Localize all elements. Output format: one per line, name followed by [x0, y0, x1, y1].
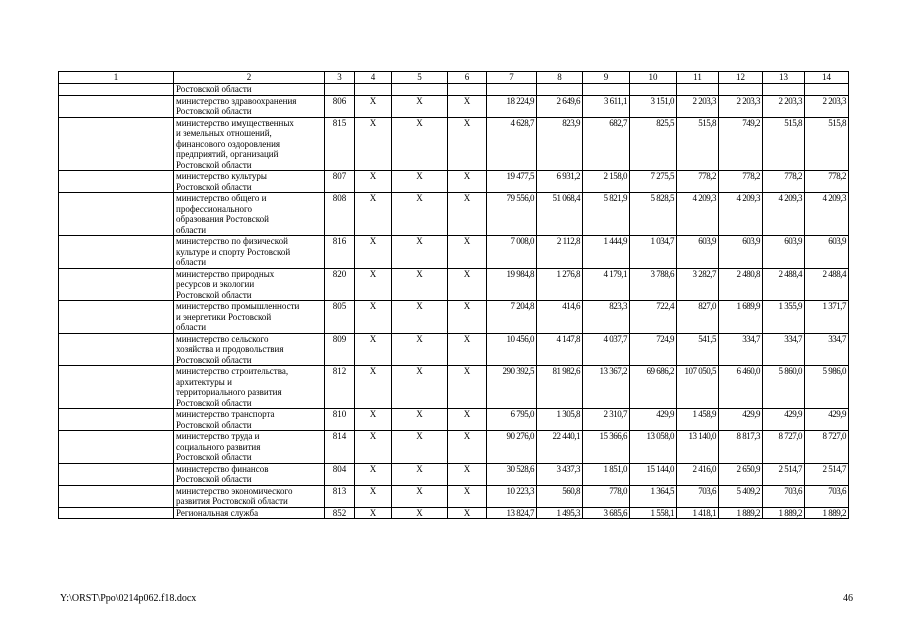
amount-cell: 1 458,9 [677, 409, 719, 431]
amount-cell: 1 305,8 [537, 409, 583, 431]
mark-cell: X [392, 507, 448, 519]
ministry-name-line: министерство труда и [176, 431, 260, 441]
ministry-name-cell [174, 301, 325, 334]
amount-cell: 778,2 [805, 171, 849, 193]
amount-cell: 69 686,2 [630, 366, 677, 409]
table-row [59, 236, 849, 269]
amount-cell: 703,6 [763, 485, 805, 507]
mark-cell: X [448, 485, 487, 507]
col-header: 4 [355, 72, 392, 84]
ministry-name-line: и энергетики Ростовской [176, 311, 272, 322]
amount-cell: 81 982,6 [537, 366, 583, 409]
header-row [59, 72, 849, 84]
amount-cell: 1 558,1 [630, 507, 677, 519]
mark-cell: X [392, 117, 448, 171]
ministry-name-cell [174, 485, 325, 507]
table-row [59, 409, 849, 431]
amount-cell: 2 416,0 [677, 463, 719, 485]
budget-table [58, 71, 849, 519]
code-cell: 812 [325, 366, 355, 409]
ministry-name-line: и земельных отношений, [176, 128, 272, 138]
mark-cell: X [392, 268, 448, 301]
table-row [59, 95, 849, 117]
ministry-name-line: Ростовской области [176, 419, 252, 430]
table-row [59, 333, 849, 366]
amount-cell: 603,9 [677, 236, 719, 269]
code-cell: 810 [325, 409, 355, 431]
ministry-name-cell [174, 84, 325, 96]
code-cell: 805 [325, 301, 355, 334]
table-row [59, 117, 849, 171]
table-row [59, 463, 849, 485]
amount-cell: 79 556,0 [487, 193, 537, 236]
blank-cell [59, 409, 174, 431]
mark-cell: X [448, 507, 487, 519]
mark-cell: X [392, 333, 448, 366]
amount-cell: 724,9 [630, 333, 677, 366]
mark-cell: X [355, 301, 392, 334]
mark-cell: X [392, 366, 448, 409]
amount-cell: 2 203,3 [677, 95, 719, 117]
mark-cell: X [392, 431, 448, 464]
amount-cell: 823,9 [537, 117, 583, 171]
mark-cell: X [448, 95, 487, 117]
ministry-name-line: Ростовской области [176, 289, 252, 300]
ministry-name-line: министерство сельского [176, 333, 269, 344]
amount-cell: 541,5 [677, 333, 719, 366]
code-cell: 809 [325, 333, 355, 366]
col-header: 1 [59, 72, 174, 84]
amount-cell: 15 144,0 [630, 463, 677, 485]
amount-cell: 3 151,0 [630, 95, 677, 117]
amount-cell: 90 276,0 [487, 431, 537, 464]
col-header: 9 [583, 72, 630, 84]
amount-cell: 778,2 [763, 171, 805, 193]
mark-cell: X [448, 171, 487, 193]
amount-cell: 3 685,6 [583, 507, 630, 519]
amount-cell: 4 179,1 [583, 268, 630, 301]
amount-cell: 6 460,0 [719, 366, 763, 409]
amount-cell: 107 050,5 [677, 366, 719, 409]
amount-cell: 3 282,7 [677, 268, 719, 301]
amount-cell: 15 366,6 [583, 431, 630, 464]
amount-cell: 778,0 [583, 485, 630, 507]
col-header: 8 [537, 72, 583, 84]
amount-cell: 10 223,3 [487, 485, 537, 507]
mark-cell: X [448, 431, 487, 464]
footer-file-path: Y:\ORST\Ppo\0214p062.f18.docx [60, 593, 197, 604]
ministry-name-line: министерство строительства, [176, 366, 289, 376]
amount-cell: 7 008,0 [487, 236, 537, 269]
mark-cell: X [448, 268, 487, 301]
ministry-name-line: Ростовской области [176, 474, 252, 484]
mark-cell: X [355, 236, 392, 269]
amount-cell: 3 437,3 [537, 463, 583, 485]
amount-cell: 1 889,2 [719, 507, 763, 519]
amount-cell: 334,7 [763, 333, 805, 366]
amount-cell: 1 364,5 [630, 485, 677, 507]
code-cell: 804 [325, 463, 355, 485]
mark-cell: X [355, 193, 392, 236]
ministry-name-line: министерство экономического [176, 485, 293, 496]
amount-cell: 2 310,7 [583, 409, 630, 431]
ministry-name-line: области [176, 322, 207, 332]
ministry-name-cell [174, 95, 325, 117]
amount-cell: 1 689,9 [719, 301, 763, 334]
code-cell: 816 [325, 236, 355, 269]
ministry-name-line: социального развития [176, 441, 261, 452]
amount-cell: 1 851,0 [583, 463, 630, 485]
mark-cell: X [355, 117, 392, 171]
mark-cell: X [355, 507, 392, 519]
amount-cell [487, 84, 537, 96]
amount-cell: 825,5 [630, 117, 677, 171]
amount-cell: 5 828,5 [630, 193, 677, 236]
code-cell: 815 [325, 117, 355, 171]
col-header: 5 [392, 72, 448, 84]
amount-cell: 3 788,6 [630, 268, 677, 301]
amount-cell: 7 275,5 [630, 171, 677, 193]
amount-cell [763, 84, 805, 96]
amount-cell: 334,7 [805, 333, 849, 366]
ministry-name-cell [174, 171, 325, 193]
amount-cell: 2 488,4 [763, 268, 805, 301]
amount-cell: 10 456,0 [487, 333, 537, 366]
amount-cell: 4 209,3 [805, 193, 849, 236]
blank-cell [59, 236, 174, 269]
amount-cell [583, 84, 630, 96]
amount-cell: 2 203,3 [805, 95, 849, 117]
blank-cell [59, 507, 174, 519]
mark-cell [448, 84, 487, 96]
ministry-name-line: Региональная служба [176, 507, 259, 518]
ministry-name-line: области [176, 257, 207, 267]
ministry-name-line: хозяйства и продовольствия [176, 344, 284, 354]
blank-cell [59, 117, 174, 171]
ministry-name-line: развития Ростовской области [176, 496, 288, 506]
mark-cell: X [448, 333, 487, 366]
amount-cell: 2 514,7 [805, 463, 849, 485]
amount-cell: 4 209,3 [763, 193, 805, 236]
ministry-name-line: архитектуры и [176, 376, 232, 387]
amount-cell: 4 147,8 [537, 333, 583, 366]
mark-cell: X [448, 463, 487, 485]
ministry-name-cell [174, 268, 325, 301]
amount-cell: 414,6 [537, 301, 583, 334]
amount-cell: 429,9 [805, 409, 849, 431]
amount-cell: 51 068,4 [537, 193, 583, 236]
ministry-name-cell [174, 366, 325, 409]
col-header: 3 [325, 72, 355, 84]
col-header: 2 [174, 72, 325, 84]
ministry-name-line: Ростовской области [176, 84, 252, 94]
ministry-name-line: ресурсов и экологии [176, 279, 255, 289]
mark-cell: X [355, 366, 392, 409]
amount-cell: 778,2 [719, 171, 763, 193]
blank-cell [59, 193, 174, 236]
ministry-name-line: министерство промышленности [176, 301, 300, 311]
amount-cell: 5 409,2 [719, 485, 763, 507]
code-cell: 808 [325, 193, 355, 236]
amount-cell: 2 488,4 [805, 268, 849, 301]
col-header: 13 [763, 72, 805, 84]
mark-cell: X [355, 171, 392, 193]
mark-cell: X [448, 117, 487, 171]
mark-cell: X [392, 301, 448, 334]
col-header: 10 [630, 72, 677, 84]
ministry-name-cell [174, 463, 325, 485]
mark-cell: X [355, 95, 392, 117]
mark-cell: X [392, 193, 448, 236]
amount-cell: 1 889,2 [805, 507, 849, 519]
ministry-name-line: культуре и спорту Ростовской [176, 246, 291, 257]
table-row [59, 268, 849, 301]
amount-cell: 4 037,7 [583, 333, 630, 366]
ministry-name-cell [174, 507, 325, 519]
amount-cell: 2 650,9 [719, 463, 763, 485]
amount-cell: 778,2 [677, 171, 719, 193]
mark-cell: X [392, 236, 448, 269]
amount-cell: 2 112,8 [537, 236, 583, 269]
ministry-name-cell [174, 236, 325, 269]
amount-cell: 515,8 [677, 117, 719, 171]
amount-cell: 823,3 [583, 301, 630, 334]
amount-cell: 30 528,6 [487, 463, 537, 485]
amount-cell: 2 514,7 [763, 463, 805, 485]
amount-cell: 4 628,7 [487, 117, 537, 171]
amount-cell: 2 649,6 [537, 95, 583, 117]
code-cell: 807 [325, 171, 355, 193]
amount-cell: 1 034,7 [630, 236, 677, 269]
code-cell: 813 [325, 485, 355, 507]
mark-cell: X [392, 485, 448, 507]
ministry-name-line: предприятий, организаций [176, 149, 279, 159]
footer-page-number: 46 [843, 593, 853, 604]
mark-cell: X [392, 409, 448, 431]
blank-cell [59, 366, 174, 409]
ministry-name-line: Ростовской области [176, 159, 252, 170]
amount-cell: 722,4 [630, 301, 677, 334]
ministry-name-line: Ростовской области [176, 181, 252, 192]
amount-cell: 1 444,9 [583, 236, 630, 269]
ministry-name-line: Ростовской области [176, 452, 252, 462]
code-cell: 852 [325, 507, 355, 519]
amount-cell: 603,9 [763, 236, 805, 269]
blank-cell [59, 431, 174, 464]
mark-cell: X [355, 431, 392, 464]
code-cell: 806 [325, 95, 355, 117]
amount-cell: 515,8 [805, 117, 849, 171]
amount-cell: 8 817,3 [719, 431, 763, 464]
ministry-name-line: профессионального [176, 203, 252, 214]
amount-cell [630, 84, 677, 96]
amount-cell: 5 986,0 [805, 366, 849, 409]
amount-cell [537, 84, 583, 96]
amount-cell [719, 84, 763, 96]
amount-cell: 703,6 [677, 485, 719, 507]
amount-cell: 5 860,0 [763, 366, 805, 409]
blank-cell [59, 268, 174, 301]
amount-cell: 19 477,5 [487, 171, 537, 193]
table-row [59, 366, 849, 409]
mark-cell: X [355, 409, 392, 431]
amount-cell: 13 058,0 [630, 431, 677, 464]
ministry-name-cell [174, 431, 325, 464]
code-cell: 814 [325, 431, 355, 464]
amount-cell: 603,9 [719, 236, 763, 269]
amount-cell: 8 727,0 [805, 431, 849, 464]
amount-cell: 1 371,7 [805, 301, 849, 334]
amount-cell: 2 158,0 [583, 171, 630, 193]
col-header: 11 [677, 72, 719, 84]
blank-cell [59, 171, 174, 193]
table-row [59, 84, 849, 96]
col-header: 14 [805, 72, 849, 84]
col-header: 12 [719, 72, 763, 84]
mark-cell [355, 84, 392, 96]
amount-cell: 515,8 [763, 117, 805, 171]
mark-cell: X [448, 193, 487, 236]
amount-cell: 429,9 [763, 409, 805, 431]
mark-cell: X [448, 301, 487, 334]
col-header: 6 [448, 72, 487, 84]
amount-cell: 13 824,7 [487, 507, 537, 519]
mark-cell: X [448, 409, 487, 431]
amount-cell: 703,6 [805, 485, 849, 507]
amount-cell: 8 727,0 [763, 431, 805, 464]
amount-cell: 5 821,9 [583, 193, 630, 236]
mark-cell: X [392, 95, 448, 117]
blank-cell [59, 485, 174, 507]
ministry-name-cell [174, 333, 325, 366]
ministry-name-line: Ростовской области [176, 354, 252, 365]
amount-cell [805, 84, 849, 96]
mark-cell: X [448, 366, 487, 409]
table-row [59, 193, 849, 236]
ministry-name-line: министерство имущественных [176, 117, 294, 128]
ministry-name-line: финансового оздоровления [176, 138, 281, 149]
code-cell [325, 84, 355, 96]
amount-cell: 827,0 [677, 301, 719, 334]
amount-cell: 13 367,2 [583, 366, 630, 409]
amount-cell [677, 84, 719, 96]
amount-cell: 22 440,1 [537, 431, 583, 464]
mark-cell: X [355, 463, 392, 485]
amount-cell: 4 209,3 [719, 193, 763, 236]
blank-cell [59, 301, 174, 334]
amount-cell: 560,8 [537, 485, 583, 507]
ministry-name-line: министерство по физической [176, 236, 288, 246]
table-row [59, 507, 849, 519]
code-cell: 820 [325, 268, 355, 301]
ministry-name-cell [174, 193, 325, 236]
amount-cell: 3 611,1 [583, 95, 630, 117]
amount-cell: 429,9 [630, 409, 677, 431]
amount-cell: 1 495,3 [537, 507, 583, 519]
amount-cell: 749,2 [719, 117, 763, 171]
ministry-name-line: министерство культуры [176, 171, 267, 181]
ministry-name-line: министерство общего и [176, 193, 267, 203]
amount-cell: 7 204,8 [487, 301, 537, 334]
amount-cell: 19 984,8 [487, 268, 537, 301]
amount-cell: 2 203,3 [719, 95, 763, 117]
table-row [59, 431, 849, 464]
amount-cell: 682,7 [583, 117, 630, 171]
mark-cell: X [392, 171, 448, 193]
ministry-name-line: министерство здравоохранения [176, 95, 297, 106]
amount-cell: 334,7 [719, 333, 763, 366]
amount-cell: 1 276,8 [537, 268, 583, 301]
ministry-name-line: министерство природных [176, 268, 275, 279]
ministry-name-cell [174, 117, 325, 171]
amount-cell: 1 355,9 [763, 301, 805, 334]
amount-cell: 290 392,5 [487, 366, 537, 409]
amount-cell: 2 203,3 [763, 95, 805, 117]
amount-cell: 603,9 [805, 236, 849, 269]
amount-cell: 6 931,2 [537, 171, 583, 193]
ministry-name-line: министерство транспорта [176, 409, 275, 419]
mark-cell: X [355, 268, 392, 301]
ministry-name-line: Ростовской области [176, 397, 252, 408]
ministry-name-line: области [176, 224, 207, 235]
amount-cell: 13 140,0 [677, 431, 719, 464]
blank-cell [59, 463, 174, 485]
ministry-name-cell [174, 409, 325, 431]
mark-cell [392, 84, 448, 96]
mark-cell: X [448, 236, 487, 269]
amount-cell: 2 480,8 [719, 268, 763, 301]
amount-cell: 4 209,3 [677, 193, 719, 236]
col-header: 7 [487, 72, 537, 84]
amount-cell: 429,9 [719, 409, 763, 431]
blank-cell [59, 95, 174, 117]
ministry-name-line: Ростовской области [176, 106, 252, 116]
table-row [59, 485, 849, 507]
mark-cell: X [355, 485, 392, 507]
table-row [59, 301, 849, 334]
ministry-name-line: министерство финансов [176, 463, 269, 474]
ministry-name-line: территориального развития [176, 387, 282, 397]
blank-cell [59, 333, 174, 366]
amount-cell: 6 795,0 [487, 409, 537, 431]
amount-cell: 1 418,1 [677, 507, 719, 519]
blank-cell [59, 84, 174, 96]
ministry-name-line: образования Ростовской [176, 214, 269, 224]
amount-cell: 18 224,9 [487, 95, 537, 117]
table-row [59, 171, 849, 193]
mark-cell: X [355, 333, 392, 366]
amount-cell: 1 889,2 [763, 507, 805, 519]
mark-cell: X [392, 463, 448, 485]
